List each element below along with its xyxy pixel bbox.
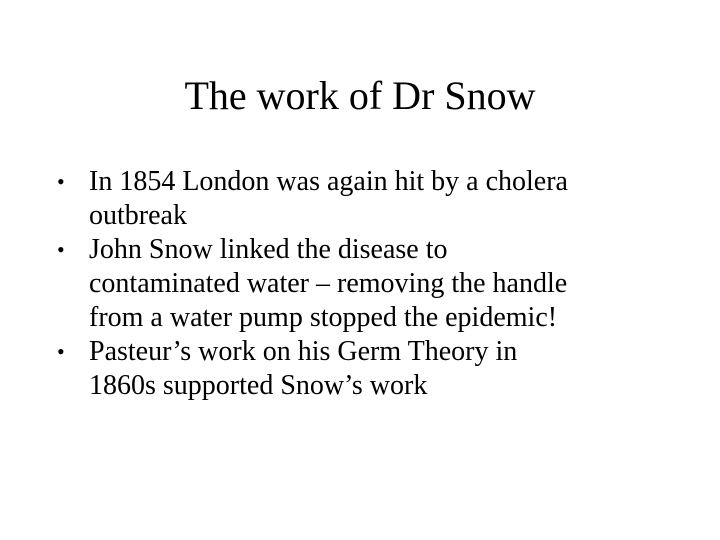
bullet-text-line: John Snow linked the disease to [89, 234, 448, 265]
bullet-item [57, 165, 677, 233]
slide-title: The work of Dr Snow [184, 73, 536, 118]
bullet-text-line: Pasteur’s work on his Germ Theory in [89, 336, 518, 367]
bullet-icon: • [57, 169, 65, 194]
bullet-icon: • [57, 237, 65, 262]
bullet-item [57, 335, 677, 403]
bullet-text-line: contaminated water – removing the handle [89, 268, 568, 299]
bullet-text-line: from a water pump stopped the epidemic! [89, 302, 558, 333]
bullet-icon: • [57, 339, 65, 364]
bullet-text-line: outbreak [89, 200, 187, 231]
bullet-list [57, 165, 677, 403]
bullet-item [57, 233, 677, 335]
bullet-text-line: 1860s supported Snow’s work [89, 370, 428, 401]
bullet-text-line: In 1854 London was again hit by a cholera [89, 166, 568, 197]
